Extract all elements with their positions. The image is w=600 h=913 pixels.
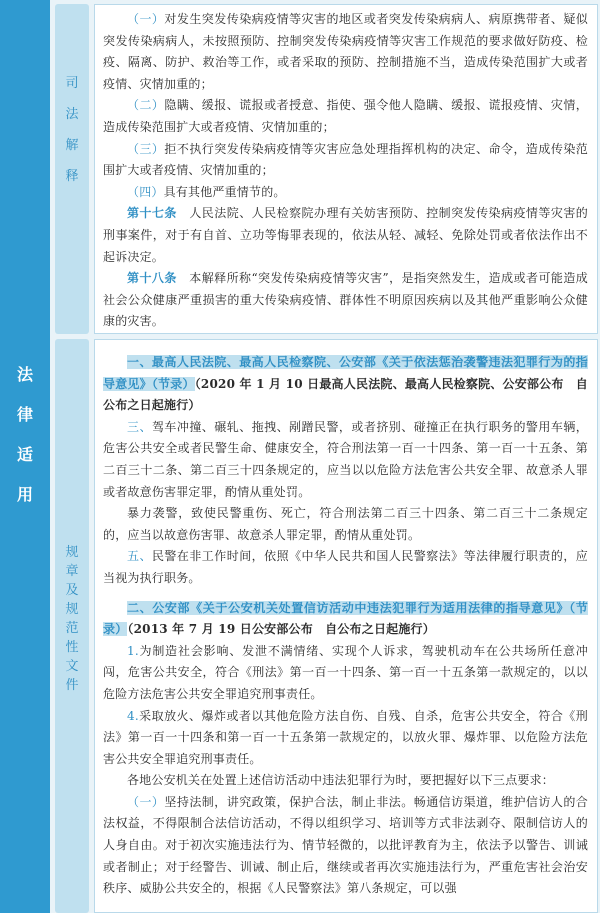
- clause-paragraph: [103, 641, 588, 706]
- clause-text: 具有其他严重情节的。: [163, 184, 286, 199]
- clause-text: 民警在非工作时间，依照《中华人民共和国人民警察法》等法律履行职责的，应当视为执行职务。: [103, 549, 588, 585]
- subcategory-judicial-interpretation: [55, 4, 89, 334]
- main-category-column: [0, 0, 50, 913]
- clause-text: 采取放火、爆炸或者以其他危险方法自伤、自残、自杀，危害公共安全，符合《刑法》第一百一十四条和第一百一十五条第一款规定的，以放火罪、爆炸罪、以危险方法危害公共安全罪追究刑事责任。: [103, 708, 588, 766]
- sub-label-char: 释: [65, 169, 79, 184]
- sub-label-char: 司: [65, 76, 79, 91]
- main-label-char: 律: [16, 405, 33, 424]
- clause-text: 拒不执行突发传染病疫情等灾害应急处理指挥机构的决定、命令，造成传染范围扩大或者疫情、灾情加重的；: [103, 141, 588, 178]
- clause-paragraph: [103, 139, 588, 182]
- subcategory-label: [55, 68, 89, 192]
- subcategory-regulations: [55, 339, 89, 913]
- clause-number: （一）: [127, 12, 165, 26]
- sub-label-char: 规: [65, 545, 79, 560]
- article-number: 第十八条: [127, 271, 177, 286]
- article-text: 本解释所称“突发传染病疫情等灾害”，是指突然发生，造成或者可能造成社会公众健康严重损害的重大传染病疫情、群体性不明原因疾病以及其他严重影响公众健康的灾害。: [103, 271, 589, 329]
- judicial-interpretation-content: [94, 4, 598, 334]
- main-category-label: [0, 355, 50, 515]
- sub-label-char: 规: [65, 602, 79, 617]
- article-paragraph: [103, 268, 588, 333]
- clause-text: 为制造社会影响、发泄不满情绪、实现个人诉求，驾驶机动车在公共场所任意冲闯，危害公共安全，符合《刑法》第一百一十四条、第一百一十五条第一款规定的，以以危险方法危害公共安全罪追究刑事责任。: [103, 643, 588, 701]
- clause-paragraph: [103, 792, 588, 900]
- main-label-char: 法: [16, 365, 33, 384]
- article-paragraph: [103, 203, 588, 268]
- subcategory-label: [55, 543, 89, 695]
- clause-text: 驾车冲撞、碾轧、拖拽、剐蹭民警，或者挤别、碰撞正在执行职务的警用车辆，危害公共安全或者民警生命、健康安全，符合刑法第一百一十四条、第一百一十五条、第二百三十二条、第二百三十四条规定的，应当以以危险方法危害公共安全罪、故意杀人罪或者故意伤害罪定罪，酌情从重处罚。: [103, 419, 588, 499]
- sub-label-char: 文: [65, 659, 79, 674]
- clause-number: 1.: [127, 643, 139, 658]
- document-meta: （2020 年 1 月 10 日最高人民法院、最高人民检察院、公安部公布 自公布之日起施行）: [103, 376, 588, 413]
- clause-number: 五、: [127, 549, 152, 564]
- document-title: 二、公安部《关于公安机关处置信访活动中违法犯罪行为适用法律的指导意见》（节录）: [103, 600, 588, 637]
- main-label-char: 适: [16, 445, 33, 464]
- intro-paragraph: 各地公安机关在处置上述信访活动中违法犯罪行为时，要把握好以下三点要求：: [127, 773, 555, 788]
- sub-label-char: 法: [65, 107, 79, 122]
- clause-text: 坚持法制，讲究政策，保护合法，制止非法。畅通信访渠道，维护信访人的合法权益，不得限制合法信访活动，不得以组织学习、培训等方式非法剥夺、限制信访人的人身自由。对于初次实施违法行为、情节轻微的，以批评教育为主，依法予以警告、训诫或者制止；对于经警告、训诫、制止后，继续或者再次实施违法行为，严重危害社会治安秩序、威胁公共安全的，根据《人民警察法》第八条规定，可以强: [103, 794, 588, 896]
- clause-number: （三）: [127, 141, 165, 156]
- clause-paragraph: [103, 546, 588, 589]
- sub-label-char: 解: [65, 138, 79, 153]
- clause-paragraph: [103, 95, 588, 138]
- sub-label-char: 章: [65, 564, 79, 579]
- clause-number: 三、: [127, 419, 152, 434]
- clause-paragraph: [103, 182, 588, 204]
- clause-number: 4.: [127, 708, 139, 723]
- sub-label-char: 件: [65, 678, 79, 693]
- sub-label-char: 及: [65, 583, 79, 598]
- document-meta: （2013 年 7 月 19 日公安部公布 自公布之日起施行）: [127, 622, 435, 637]
- article-text: 人民法院、人民检察院办理有关妨害预防、控制突发传染病疫情等灾害的刑事案件，对于有自首、立功等悔罪表现的，依法从轻、减轻、免除处罚或者依法作出不起诉决定。: [103, 206, 588, 264]
- clause-paragraph: [103, 417, 588, 503]
- article-number: 第十七条: [127, 206, 177, 221]
- clause-paragraph: [103, 9, 588, 95]
- main-label-char: 用: [16, 485, 33, 504]
- sub-label-char: 范: [65, 621, 79, 636]
- document-heading: [103, 352, 588, 417]
- clause-number: （二）: [127, 98, 165, 113]
- sub-label-char: 性: [65, 640, 79, 655]
- document-title: 一、最高人民法院、最高人民检察院、公安部《关于依法惩治袭警违法犯罪行为的指导意见》（节录）: [103, 355, 588, 391]
- clause-text: 对发生突发传染病疫情等灾害的地区或者突发传染病病人、病原携带者、疑似突发传染病病人，未按照预防、控制突发传染病疫情等灾害工作规范的要求做好防疫、检疫、隔离、防护、救治等工作，或者采取的预防、控制措施不当，造成传染范围扩大或者疫情、灾情加重的；: [103, 12, 588, 91]
- clause-number: （一）: [127, 794, 165, 809]
- clause-text: 隐瞒、缓报、谎报或者授意、指使、强令他人隐瞒、缓报、谎报疫情、灾情，造成传染范围扩大或者疫情、灾情加重的；: [103, 98, 588, 134]
- clause-number: （四）: [127, 184, 164, 199]
- clause-paragraph: [103, 706, 588, 771]
- clause-paragraph: 暴力袭警，致使民警重伤、死亡，符合刑法第二百三十四条、第二百三十二条规定的，应当以故意伤害罪、故意杀人罪定罪，酌情从重处罚。: [103, 506, 588, 542]
- regulations-content: [94, 339, 598, 913]
- document-heading: [103, 598, 588, 641]
